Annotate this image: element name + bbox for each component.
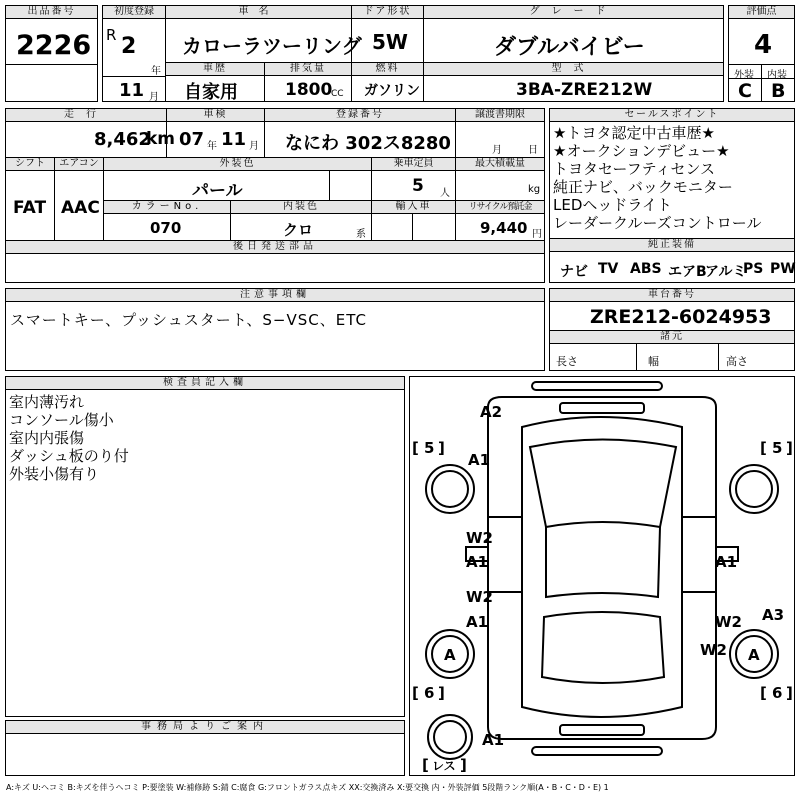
door-box	[351, 5, 424, 63]
ext-color-box	[103, 157, 372, 201]
score-ext-label: 外装	[734, 70, 754, 81]
svg-text:]: ]	[786, 439, 793, 457]
recycle-value: 9,440	[480, 219, 528, 237]
inspection-year: 07	[179, 129, 205, 150]
mileage-box	[5, 108, 176, 158]
door-header: ドア形状	[352, 6, 423, 19]
shift-header: シフト	[6, 158, 54, 171]
plate-header: 登録番号	[265, 109, 455, 122]
recycle-header: リサイクル預託金	[456, 201, 544, 214]
aircon-box	[54, 157, 104, 241]
ext-color-value: パール	[192, 181, 243, 201]
displacement-value: 1800	[285, 80, 333, 100]
equipment-item: PS	[743, 261, 764, 277]
int-color-header: 内装色	[231, 201, 371, 214]
damage-mark: A1	[468, 451, 491, 469]
displacement-box	[264, 62, 352, 102]
first-reg-era: R	[106, 26, 117, 44]
history-box	[165, 62, 265, 102]
chassis-box	[549, 288, 795, 371]
capacity-value: 5	[412, 176, 424, 196]
displacement-header: 排気量	[265, 63, 351, 76]
transfer-day-unit: 日	[528, 145, 538, 156]
score-header: 評価点	[729, 6, 794, 19]
notes-value: スマートキー、プッシュスタート、S−VSC、ETC	[10, 311, 367, 329]
damage-mark: W2	[715, 613, 742, 631]
inspector-item: 室内薄汚れ	[9, 393, 85, 411]
car-name-header: 車名	[166, 6, 351, 19]
grade-header: グレード	[424, 6, 723, 19]
first-reg-month-unit: 月	[149, 92, 159, 103]
damage-mark: A1	[482, 731, 505, 749]
score-ext: C	[738, 80, 752, 102]
first-reg-box	[102, 5, 166, 102]
inspector-item: ダッシュ板のり付	[9, 447, 129, 465]
sales-point-item: ★トヨタ認定中古車歴★	[553, 124, 715, 142]
transfer-box	[455, 108, 545, 158]
inspector-item: 外装小傷有り	[9, 465, 100, 483]
sales-point-item: LEDヘッドライト	[553, 196, 672, 214]
tire-rr-depth: 6	[772, 684, 783, 702]
damage-mark: W2	[466, 588, 493, 606]
svg-text:[: [	[760, 684, 767, 702]
equipment-item: アルミ	[705, 264, 747, 280]
capacity-header: 乗車定員	[372, 158, 455, 171]
equipment-item: PW	[770, 261, 796, 277]
sales-points-box	[549, 108, 795, 239]
int-color-box	[230, 200, 372, 241]
model-header: 型式	[424, 63, 723, 76]
plate-box	[264, 108, 456, 158]
inspector-item: 室内内張傷	[9, 429, 85, 447]
specs-length: 長さ	[556, 355, 578, 368]
color-no-value: 070	[150, 219, 182, 237]
equipment-box	[549, 238, 795, 283]
specs-height: 高さ	[726, 355, 748, 368]
max-load-box	[455, 157, 545, 201]
ext-color-header: 外装色	[104, 158, 371, 171]
damage-mark: A1	[466, 613, 489, 631]
aircon-value: AAC	[61, 198, 100, 218]
equipment-header: 純正装備	[550, 239, 794, 252]
model-value: 3BA-ZRE212W	[516, 80, 653, 100]
tire-rl-depth: 6	[424, 684, 435, 702]
inspection-month-unit: 月	[249, 141, 259, 152]
tire-fr-depth: 5	[772, 439, 783, 457]
svg-text:[: [	[422, 756, 429, 774]
office-box	[5, 720, 405, 776]
shift-value: FAT	[13, 198, 47, 218]
import-header: 輸入車	[372, 201, 455, 214]
svg-text:[: [	[760, 439, 767, 457]
first-reg-year-unit: 年	[151, 66, 161, 77]
sales-point-item: レーダークルーズコントロール	[553, 214, 762, 232]
damage-mark: A2	[480, 403, 503, 421]
car-name: カローラツーリング	[182, 34, 362, 58]
svg-text:[: [	[412, 439, 419, 457]
specs-width: 幅	[648, 355, 659, 368]
damage-mark: A	[748, 646, 760, 664]
import-box	[371, 200, 456, 241]
damage-mark: A	[444, 646, 456, 664]
fuel-box	[351, 62, 424, 102]
aircon-header: エアコン	[55, 158, 103, 171]
specs-header: 諸元	[550, 331, 794, 344]
sales-point-item: 純正ナビ、バックモニター	[553, 178, 733, 196]
mileage-unit: km	[146, 129, 176, 149]
model-box	[423, 62, 724, 102]
score-int: B	[771, 80, 786, 102]
max-load-unit: kg	[528, 184, 541, 195]
lot-number: 2226	[16, 30, 92, 61]
first-reg-header: 初度登録	[103, 6, 165, 19]
door-value: 5W	[372, 30, 408, 54]
recycle-unit: 円	[532, 229, 542, 240]
inspection-month: 11	[221, 129, 247, 150]
sales-points-header: セールスポイント	[550, 109, 794, 122]
damage-mark: A1	[715, 553, 738, 571]
inspection-year-unit: 年	[207, 141, 217, 152]
svg-text:]: ]	[786, 684, 793, 702]
int-color-value: クロ	[283, 221, 314, 239]
notes-header: 注意事項欄	[6, 289, 544, 302]
score-value: 4	[754, 30, 773, 60]
tire-fl-depth: 5	[424, 439, 435, 457]
grade-value: ダブルバイビー	[494, 35, 645, 60]
score-box	[728, 5, 795, 102]
inspector-list	[9, 393, 129, 483]
mileage-header: 走行	[6, 109, 166, 122]
fuel-header: 燃料	[352, 63, 423, 76]
equipment-item: TV	[598, 261, 619, 277]
inspector-box	[5, 376, 405, 717]
svg-text:]: ]	[460, 756, 467, 774]
history-header: 車歴	[166, 63, 264, 76]
inspection-header: 車検	[167, 109, 264, 122]
notes-box	[5, 288, 545, 371]
later-parts-header: 後日発送部品	[6, 241, 544, 254]
max-load-header: 最大積載量	[456, 158, 544, 171]
sales-point-item: ★オークションデビュー★	[553, 142, 730, 160]
inspector-item: コンソール傷小	[9, 411, 114, 429]
capacity-unit: 人	[440, 188, 450, 199]
transfer-header: 譲渡書期限	[456, 109, 544, 122]
inspector-header: 検査員記入欄	[6, 377, 404, 390]
transfer-month-unit: 月	[492, 145, 502, 156]
damage-mark: W2	[466, 529, 493, 547]
svg-text:]: ]	[438, 684, 445, 702]
displacement-unit: CC	[331, 89, 344, 99]
history-value: 自家用	[184, 82, 238, 103]
svg-text:]: ]	[438, 439, 445, 457]
lot-header: 出品番号	[6, 6, 97, 19]
mileage-value: 8,462	[94, 129, 151, 150]
capacity-box	[371, 157, 456, 201]
first-reg-year: 2	[121, 34, 137, 59]
fuel-value: ガソリン	[364, 83, 420, 99]
equipment-item: ABS	[630, 261, 662, 277]
color-no-header: カラーNo.	[104, 201, 230, 214]
int-color-unit: 系	[356, 229, 366, 240]
recycle-box	[455, 200, 545, 241]
spare-tire: レス	[432, 759, 456, 773]
score-int-label: 内装	[767, 70, 787, 81]
color-no-box	[103, 200, 231, 241]
sales-points-list	[553, 124, 762, 232]
equipment-item: エアB	[668, 264, 707, 280]
shift-box	[5, 157, 55, 241]
office-header: 事務局よりご案内	[6, 721, 404, 734]
inspection-box	[166, 108, 265, 158]
equipment-item: ナビ	[560, 264, 588, 280]
chassis-value: ZRE212-6024953	[590, 306, 772, 328]
car-diagram	[409, 376, 795, 776]
first-reg-month: 11	[119, 80, 145, 101]
sales-point-item: トヨタセーフティセンス	[553, 160, 716, 178]
plate-value: なにわ 302ス8280	[285, 133, 451, 154]
car-name-box	[165, 5, 362, 63]
damage-mark: A1	[466, 553, 489, 571]
svg-text:[: [	[412, 684, 419, 702]
legend: A:キズ U:ヘコミ B:キズを伴うヘコミ P:要塗装 W:補修跡 S:錆 C:腐食 G:フロントガラス点キズ XX:交換済み X:要交換 内・外装評価 5段階ランク順(A・B・C・D・E) 1	[6, 783, 609, 792]
damage-mark: W2	[700, 641, 727, 659]
chassis-header: 車台番号	[550, 289, 794, 302]
damage-mark: A3	[762, 606, 785, 624]
lot-box	[5, 5, 98, 102]
grade-box	[423, 5, 724, 63]
later-parts-box	[5, 240, 545, 283]
car-outline	[410, 377, 794, 775]
